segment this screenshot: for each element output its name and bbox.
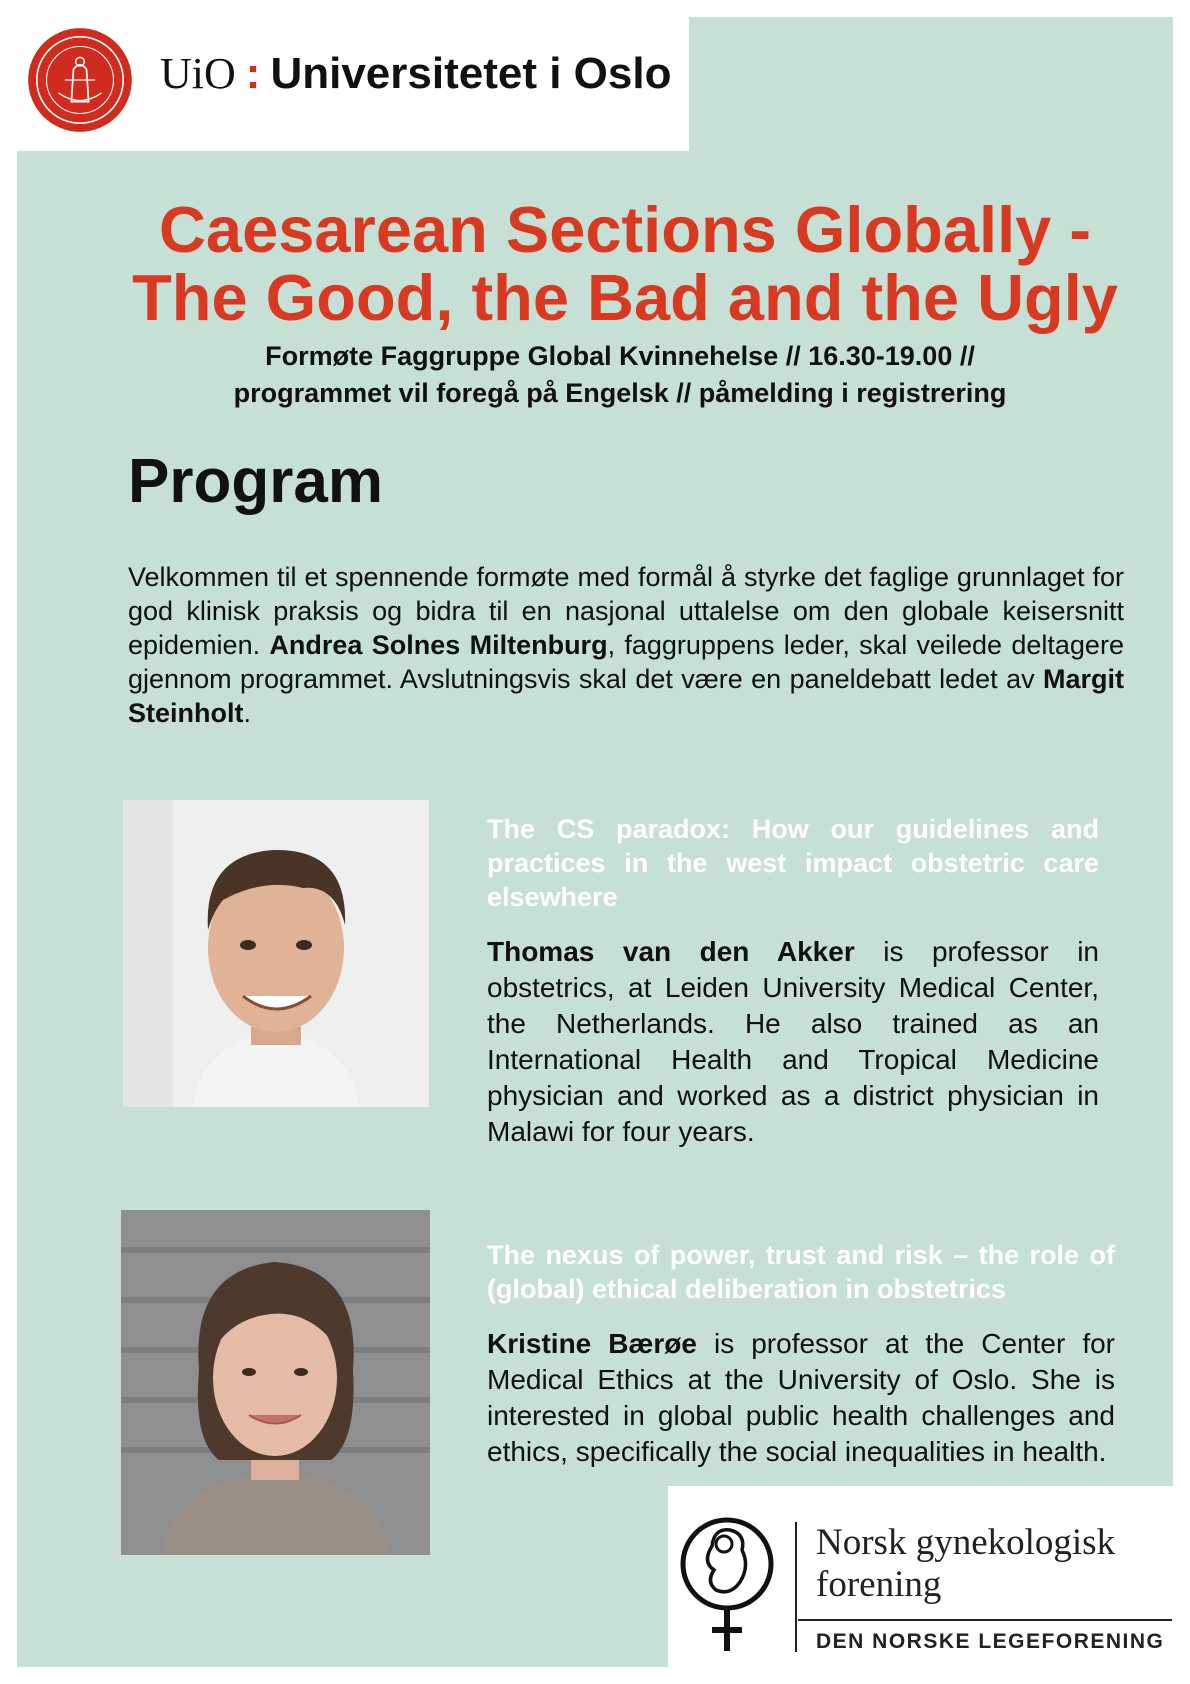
uio-seal-icon <box>26 26 134 134</box>
title-line-2: The Good, the Bad and the Ugly <box>132 261 1118 334</box>
speaker-name-1: Thomas van den Akker <box>487 936 855 967</box>
page-title <box>60 193 1190 334</box>
intro-text-3: . <box>243 698 252 728</box>
brand-name: Universitetet i Oslo <box>270 49 672 98</box>
subtitle-line-2: programmet vil foregå på Engelsk // påmelding i registrering <box>233 378 1007 408</box>
ngf-logo <box>668 1486 1173 1667</box>
speaker-photo-akker <box>123 800 429 1107</box>
uio-logo <box>17 17 689 151</box>
ngf-separator <box>798 1619 1172 1621</box>
title-line-1: Caesarean Sections Globally - <box>158 193 1092 266</box>
intro-text-1: Velkommen til et spennende formøte med formål å styrke det faglige grunnlaget for god klinisk praksis og bidra til en nasjonal uttalelse om den globale keisersnitt epidemien. <box>128 562 1124 660</box>
ngf-subtitle: DEN NORSKE LEGEFORENING <box>816 1630 1165 1653</box>
speaker-name-2: Kristine Bærøe <box>487 1328 697 1359</box>
talk-title-1: The CS paradox: How our guidelines and practices in the west impact obstetric care elsewhere <box>487 814 1099 912</box>
intro-name-leader: Andrea Solnes Miltenburg <box>269 630 608 660</box>
brand-short: UiO <box>160 49 236 98</box>
uio-wordmark <box>160 48 671 99</box>
talk-title-2: The nexus of power, trust and risk – the role of (global) ethical deliberation in obstetrics <box>487 1240 1115 1304</box>
speaker-bio-2 <box>487 1326 1115 1470</box>
intro-paragraph <box>128 560 1124 730</box>
ngf-name-line-2: forening <box>816 1564 942 1605</box>
subtitle-line-1: Formøte Faggruppe Global Kvinnehelse // 16.30-19.00 // <box>265 341 975 371</box>
ngf-name-line-1: Norsk gynekologisk <box>816 1522 1116 1563</box>
intro-text-2: , faggruppens leder, skal veilede deltagere gjennom programmet. Avslutningsvis skal det være en paneldebatt ledet av <box>128 630 1124 694</box>
speaker-bio-text-2: is professor at the Center for Medical Ethics at the University of Oslo. She is interested in global public health challenges and ethics, specifically the social inequalities in health. <box>487 1328 1116 1467</box>
speaker-bio-text-1: is professor in obstetrics, at Leiden University Medical Center, the Netherlands. He also trained as an International Health and Tropical Medicine physician and worked as a district physician in Malawi for four years. <box>487 936 1099 1147</box>
intro-name-moderator: Margit Steinholt <box>128 664 1124 728</box>
program-heading: Program <box>128 447 383 516</box>
event-subtitle <box>80 338 1160 412</box>
speaker-bio-1 <box>487 934 1099 1150</box>
speaker-photo-baeroe <box>121 1210 430 1555</box>
ngf-divider <box>795 1522 797 1652</box>
brand-colon: : <box>245 49 261 98</box>
ngf-name <box>816 1522 1115 1606</box>
ngf-fetus-venus-icon <box>672 1506 782 1656</box>
